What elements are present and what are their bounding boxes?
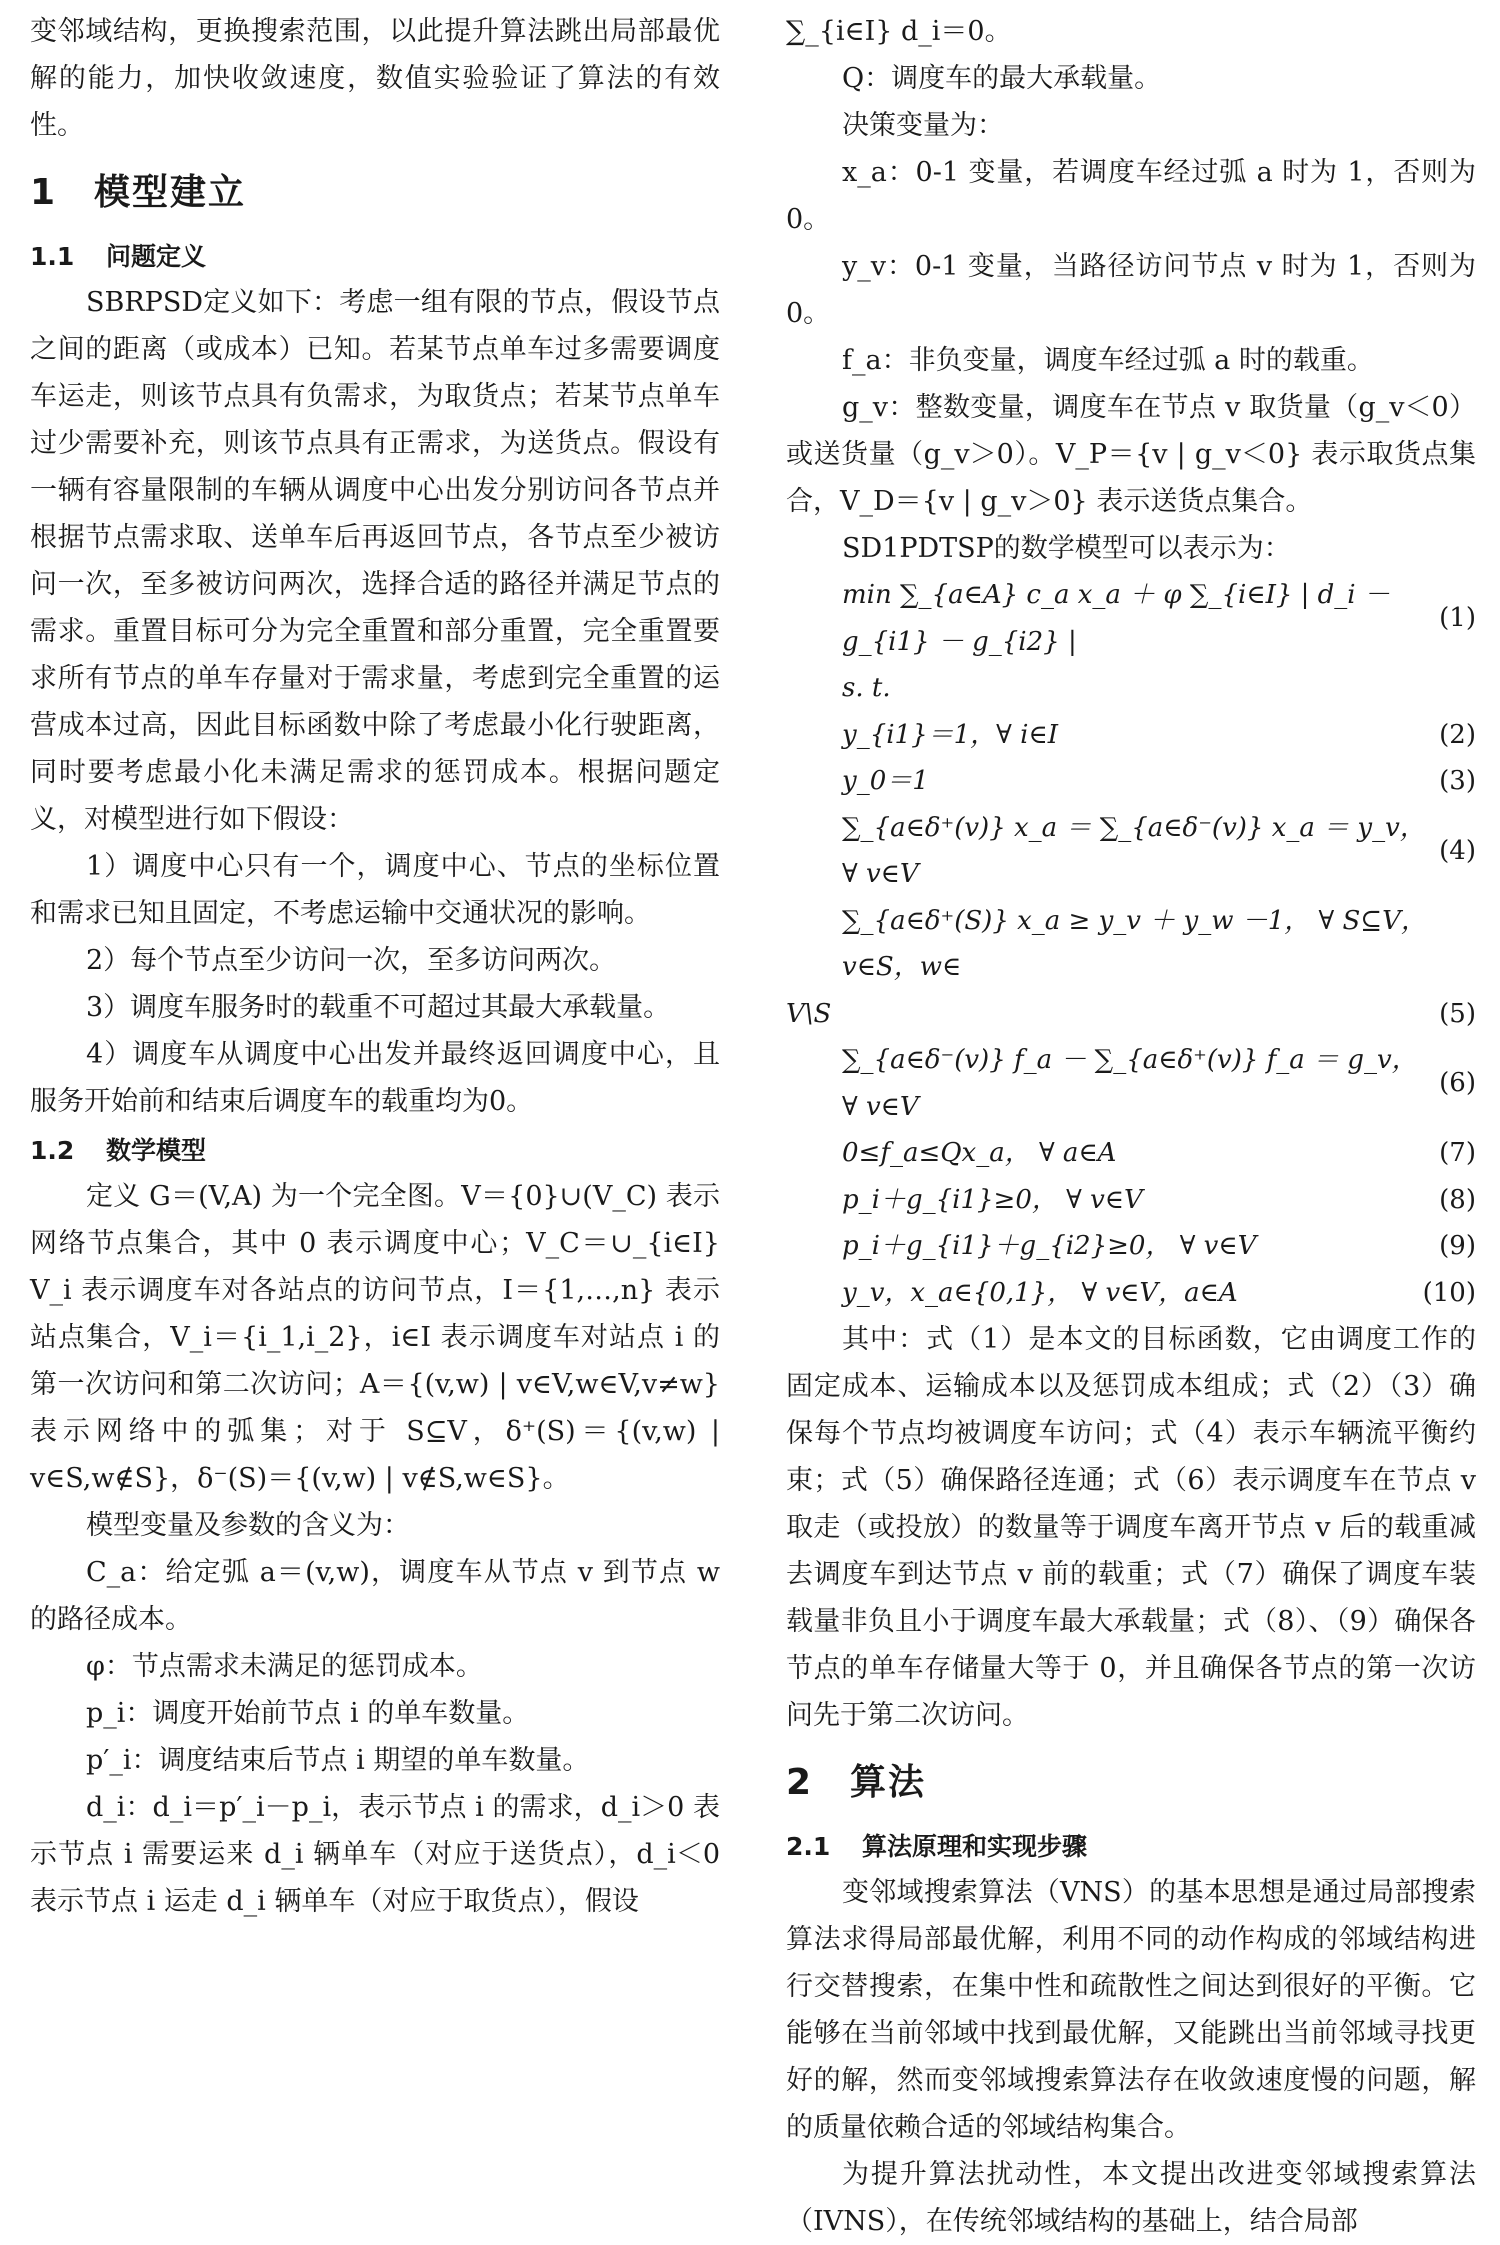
- equation-10: [786, 1270, 1476, 1317]
- equation-number: (9): [1439, 1231, 1476, 1261]
- section-title: 算法: [850, 1762, 927, 1803]
- variables-intro: 模型变量及参数的含义为：: [86, 1510, 410, 1541]
- variable-c: C_a：给定弧 a＝(v,w)，调度车从节点 v 到节点 w 的路径成本。: [30, 1557, 720, 1635]
- equation-text: y_0＝1: [842, 766, 929, 796]
- subsection-title: 算法原理和实现步骤: [862, 1832, 1088, 1861]
- equation-text: p_i＋g_{i1}＋g_{i2}≥0， ∀ v∈V: [842, 1231, 1257, 1261]
- section-number: 2: [786, 1762, 814, 1803]
- variable-g: g_v：整数变量，调度车在节点 v 取货量（g_v＜0）或送货量（g_v＞0）。V_P＝{v | g_v＜0} 表示取货点集合，V_D＝{v | g_v＞0} 表示送货点集合。: [786, 392, 1476, 517]
- left-column: [30, 8, 720, 1925]
- equation-number: (1): [1439, 603, 1476, 634]
- section-heading-2: [786, 1761, 1476, 1805]
- equation-number: (6): [1439, 1068, 1476, 1099]
- vns-paragraph: 变邻域搜索算法（VNS）的基本思想是通过局部搜索算法求得局部最优解，利用不同的动作构成的邻域结构进行交替搜索，在集中性和疏散性之间达到很好的平衡。它能够在当前邻域中找到最优解，又能跳出当前邻域寻找更好的解，然而变邻域搜索算法存在收敛速度慢的问题，解的质量依赖合适的邻域结构集合。: [786, 1877, 1476, 2143]
- equation-explanation: 其中：式（1）是本文的目标函数，它由调度工作的固定成本、运输成本以及惩罚成本组成；式（2）（3）确保每个节点均被调度车访问；式（4）表示车辆流平衡约束；式（5）确保路径连通；式（6）表示调度车在节点 v 取走（或投放）的数量等于调度车离开节点 v 后的载重减去调度车到达节点 v 前的载重；式（7）确保了调度车装载量非负且小于调度车最大承载量；式（8）、（9）确保各节点的单车存储量大等于 0，并且确保各节点的第一次访问先于第二次访问。: [786, 1324, 1476, 1731]
- subsection-heading-2-1: [786, 1825, 1476, 1869]
- variable-y: y_v：0-1 变量，当路径访问节点 v 时为 1，否则为 0。: [786, 251, 1476, 329]
- equation-5: [786, 898, 1476, 1038]
- subsection-number: 2.1: [786, 1832, 831, 1861]
- variable-d: d_i：d_i＝p′_i－p_i，表示节点 i 的需求，d_i＞0 表示节点 i 需要运来 d_i 辆单车（对应于送货点），d_i＜0 表示节点 i 运走 d_i 辆单车（对应于取货点），假设: [30, 1792, 720, 1917]
- equation-2: [786, 712, 1476, 759]
- equation-text: p_i＋g_{i1}≥0， ∀ v∈V: [842, 1184, 1143, 1215]
- equation-number: (10): [1422, 1277, 1476, 1308]
- ivns-paragraph: 为提升算法扰动性，本文提出改进变邻域搜索算法（IVNS），在传统邻域结构的基础上，结合局部: [786, 2159, 1476, 2237]
- variable-x: x_a：0-1 变量，若调度车经过弧 a 时为 1，否则为 0。: [786, 157, 1476, 235]
- subsection-heading-1-1: [30, 235, 720, 279]
- equation-text: ∑_{a∈δ⁺(v)} x_a ＝ ∑_{a∈δ⁻(v)} x_a ＝ y_v， ∀ v∈V: [842, 812, 1426, 889]
- assumption-1: 1）调度中心只有一个，调度中心、节点的坐标位置和需求已知且固定，不考虑运输中交通状况的影响。: [30, 851, 720, 929]
- variable-p: p_i：调度开始前节点 i 的单车数量。: [86, 1698, 530, 1729]
- equation-8: [786, 1177, 1476, 1224]
- model-intro: SD1PDTSP的数学模型可以表示为：: [842, 533, 1291, 564]
- equation-number: (8): [1439, 1184, 1476, 1215]
- equation-text: ∑_{a∈δ⁻(v)} f_a － ∑_{a∈δ⁺(v)} f_a ＝ g_v， ∀ v∈V: [842, 1045, 1418, 1122]
- equation-text: y_{i1}＝1，∀ i∈I: [842, 719, 1058, 750]
- subsection-number: 1.2: [30, 1136, 75, 1165]
- variable-q: Q：调度车的最大承载量。: [842, 63, 1162, 94]
- sum-d-zero: ∑_{i∈I} d_i＝0。: [786, 16, 1012, 47]
- decision-variables-intro: 决策变量为：: [842, 110, 1004, 141]
- variable-p-prime: p′_i：调度结束后节点 i 期望的单车数量。: [86, 1745, 590, 1776]
- equation-text: 0≤f_a≤Qx_a， ∀ a∈A: [842, 1138, 1117, 1168]
- equation-3: [786, 758, 1476, 805]
- equation-text: ∑_{a∈δ⁺(S)} x_a ≥ y_v ＋ y_w －1， ∀ S⊆V，v∈S，w∈: [842, 905, 1427, 982]
- right-column: [786, 8, 1476, 2245]
- subsection-number: 1.1: [30, 242, 75, 271]
- equation-number: (5): [1439, 998, 1476, 1029]
- section-number: 1: [30, 172, 58, 213]
- equation-9: [786, 1223, 1476, 1270]
- subsection-title: 数学模型: [106, 1136, 207, 1165]
- equation-number: (3): [1439, 766, 1476, 796]
- equation-text: y_v，x_a∈{0,1}， ∀ v∈V，a∈A: [842, 1277, 1238, 1308]
- assumption-3: 3）调度车服务时的载重不可超过其最大承载量。: [86, 992, 671, 1023]
- equation-7: [786, 1130, 1476, 1177]
- equation-text: s. t.: [842, 673, 891, 703]
- definition-paragraph: SBRPSD定义如下：考虑一组有限的节点，假设节点之间的距离（或成本）已知。若某节点单车过多需要调度车运走，则该节点具有负需求，为取货点；若某节点单车过少需要补充，则该节点具有正需求，为送货点。假设有一辆有容量限制的车辆从调度中心出发分别访问各节点并根据节点需求取、送单车后再返回节点，各节点至少被访问一次，至多被访问两次，选择合适的路径并满足节点的需求。重置目标可分为完全重置和部分重置，完全重置要求所有节点的单车存量对于需求量，考虑到完全重置的运营成本过高，因此目标函数中除了考虑最小化行驶距离，同时要考虑最小化未满足需求的惩罚成本。根据问题定义，对模型进行如下假设：: [30, 287, 720, 835]
- equation-number: (4): [1439, 835, 1476, 866]
- equation-text: min ∑_{a∈A} c_a x_a ＋ φ ∑_{i∈I} | d_i － g_{i1} － g_{i2} |: [842, 580, 1390, 657]
- intro-continuation: 变邻域结构，更换搜索范围，以此提升算法跳出局部最优解的能力，加快收敛速度，数值实验验证了算法的有效性。: [30, 16, 720, 141]
- subsection-title: 问题定义: [106, 242, 207, 271]
- section-heading-1: [30, 171, 720, 215]
- subject-to: [786, 665, 1476, 712]
- equation-text: V\S: [786, 998, 832, 1029]
- equation-number: (7): [1439, 1138, 1476, 1168]
- assumption-4: 4）调度车从调度中心出发并最终返回调度中心，且服务开始前和结束后调度车的载重均为0。: [30, 1039, 720, 1117]
- equation-6: [786, 1037, 1476, 1130]
- equation-4: [786, 805, 1476, 898]
- assumption-2: 2）每个节点至少访问一次，至多访问两次。: [86, 945, 617, 976]
- subsection-heading-1-2: [30, 1129, 720, 1173]
- equation-continuation: [786, 991, 1476, 1038]
- equation-number: (2): [1439, 719, 1476, 750]
- section-title: 模型建立: [94, 172, 247, 213]
- variable-f: f_a：非负变量，调度车经过弧 a 时的载重。: [842, 345, 1374, 376]
- variable-phi: φ：节点需求未满足的惩罚成本。: [86, 1651, 483, 1682]
- graph-definition-paragraph: 定义 G＝(V,A) 为一个完全图。V＝{0}∪(V_C) 表示网络节点集合，其中 0 表示调度中心；V_C＝∪_{i∈I} V_i 表示调度车对各站点的访问节点，I＝{1,…,n} 表示站点集合，V_i＝{i_1,i_2}，i∈I 表示调度车对站点 i 的第一次访问和第二次访问；A＝{(v,w) | v∈V,w∈V,v≠w} 表示网络中的弧集；对于 S⊆V，δ⁺(S)＝{(v,w) | v∈S,w∉S}，δ⁻(S)＝{(v,w) | v∉S,w∈S}。: [30, 1181, 720, 1494]
- equation-1: [786, 572, 1476, 665]
